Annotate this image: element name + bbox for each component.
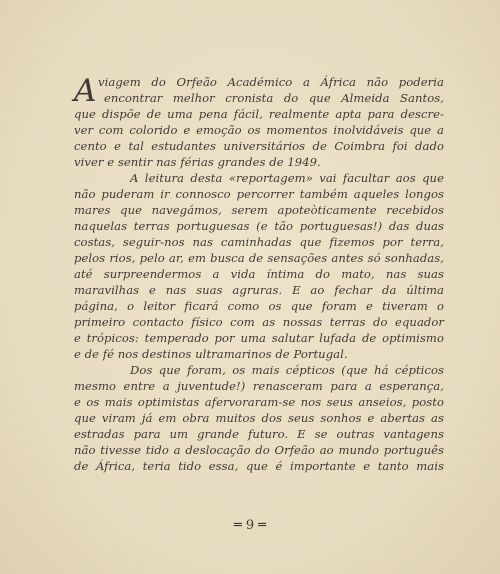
page-number: ═ 9 ═ bbox=[233, 518, 267, 533]
text-line: mares que navegámos, serem apoteòticamente recebidos bbox=[74, 203, 444, 217]
text-line: naquelas terras portuguesas (e tão portuguesas!) das duas bbox=[74, 219, 444, 233]
text-line: ver com colorido e emoção os momentos inolvidáveis que a bbox=[74, 123, 444, 137]
text-line: A leitura desta «reportagem» vai facultar aos que bbox=[130, 171, 444, 185]
drop-cap: A bbox=[74, 73, 97, 109]
text-line: que viram já em obra muitos dos seus sonhos e abertas as bbox=[74, 411, 444, 425]
text-line: não tivesse tido a deslocação do Orfeão ao mundo português bbox=[74, 443, 444, 457]
text-line: Dos que foram, os mais cépticos (que há cépticos bbox=[130, 363, 444, 377]
body-text bbox=[74, 74, 444, 474]
text-line: página, o leitor ficará como os que foram e tiveram o bbox=[74, 299, 444, 313]
text-line: não puderam ir connosco percorrer também aqueles longos bbox=[74, 187, 444, 201]
text-line: estradas para um grande futuro. E se outras vantagens bbox=[74, 427, 444, 441]
text-line: encontrar melhor cronista do que Almeida Santos, bbox=[104, 91, 444, 105]
text-line: e os mais optimistas afervoraram-se nos seus anseios, posto bbox=[74, 395, 444, 409]
text-line: que dispõe de uma pena fácil, realmente apta para descre- bbox=[74, 107, 444, 121]
text-line: até surpreendermos a vida íntima do mato, nas suas bbox=[74, 267, 444, 281]
text-line: pelos rios, pelo ar, em busca de sensações antes só sonhadas, bbox=[74, 251, 444, 265]
text-line: maravilhas e nas suas agruras. E ao fechar da última bbox=[74, 283, 444, 297]
text-line: cento e tal estudantes universitários de Coimbra foi dado bbox=[74, 139, 444, 153]
text-line: viagem do Orfeão Académico a África não poderia bbox=[98, 75, 444, 89]
text-line: e trópicos: temperado por uma salutar lufada de optimismo bbox=[74, 331, 444, 345]
text-line: e de fé nos destinos ultramarinos de Portugal. bbox=[74, 347, 348, 361]
text-line: viver e sentir nas férias grandes de 1949. bbox=[74, 155, 321, 169]
text-line: primeiro contacto físico com as nossas terras do equador bbox=[74, 315, 444, 329]
text-line: costas, seguir-nos nas caminhadas que fizemos por terra, bbox=[74, 235, 444, 249]
text-line: mesmo entre a juventude!) renasceram para a esperança, bbox=[74, 379, 444, 393]
text-line: de África, teria tido essa, que é importante e tanto mais bbox=[74, 459, 444, 473]
